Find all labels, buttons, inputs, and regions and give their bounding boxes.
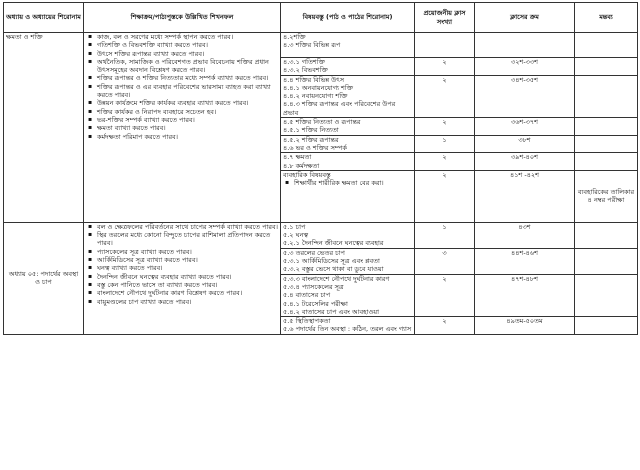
remark-cell (575, 135, 638, 153)
content-line: ৪.৪.২ নবায়নযোগ্য শক্তি (283, 92, 348, 101)
classes-cell: ২ (415, 274, 475, 316)
remark-cell (575, 274, 638, 316)
remark-cell: ব্যবহারিকের তালিকার ৪ নম্বর পরীক্ষা (575, 170, 638, 222)
list-item: ▪ কর্মদক্ষতা পরিমাপ করতে পারব। (86, 133, 278, 141)
content-line: ৫.৩.১ আর্কিমিডিসের সূত্র এবং প্লবতা (283, 257, 380, 266)
remark-cell (575, 248, 638, 274)
header-classes-needed: প্রয়োজনীয় ক্লাস সংখ্যা (415, 3, 475, 33)
content-line: ৪.৪.৩ শক্তির রূপান্তর এবং পরিবেশের উপর প্রভাব (283, 100, 396, 117)
list-item: ▪ শক্তির রূপান্তর ও এর ব্যবহার পরিবেশের ভারসাম্য ব্যাহত করা ব্যাখ্যা করতে পারব। (86, 83, 278, 100)
content-line: ৪.৩.১ গতিশক্তি (283, 58, 325, 66)
classes-cell: ২ (415, 58, 475, 76)
classes-cell: ২ (415, 118, 475, 136)
order-cell: ৪৯তম-৫০তম (475, 317, 575, 335)
content-line: ৪.৫.২ শক্তির রূপান্তর (283, 135, 339, 144)
list-item: ▪ শক্তির কার্যকর ও নিরাপদ ব্যবহারে সচেতন হব। (86, 108, 278, 116)
list-item: ▪ অর্থনৈতিক, সামাজিক ও পরিবেশগত প্রভাব বিবেচনায় শক্তির প্রধান উৎসসমূহের অবদান বিশ্লেষণ করতে পারব। (86, 58, 278, 75)
list-item: ▪ বস্তু কেন পানিতে ভাসে তা ব্যাখ্যা করতে পারব। (86, 281, 278, 289)
list-item: ▪ দৈনন্দিন জীবনে ঘনত্বের ব্যবহার ব্যাখ্যা করতে পারব। (86, 273, 278, 281)
content-cell (281, 58, 415, 76)
content-line: ৪.২শক্তি (283, 33, 306, 41)
content-cell (281, 33, 415, 58)
outcomes-list (86, 33, 278, 141)
content-cell (281, 135, 415, 153)
content-line: ব্যবহারিক বিষয়বস্তু (283, 170, 331, 179)
content-cell (281, 170, 415, 222)
remark-cell (575, 58, 638, 76)
content-line: ৫.৫ স্থিতিস্থাপকতা (283, 317, 331, 326)
header-class-order: ক্লাসের ক্রম (475, 3, 575, 33)
remark-cell (575, 75, 638, 117)
header-outcomes: শিক্ষাক্রম/পাঠ্যপুস্তকে উল্লিখিত শিখনফল (84, 3, 281, 33)
header-remarks: মন্তব্য (575, 3, 638, 33)
content-cell (281, 153, 415, 171)
list-item: ▪ স্থির তরলের মধ্যে কোনো বিন্দুতে চাপের রাশিমালা প্রতিপাদন করতে পারব। (86, 231, 278, 248)
content-cell (281, 317, 415, 335)
order-cell: ৪৭শ-৪৮শ (475, 274, 575, 316)
classes-cell: ২ (415, 153, 475, 171)
order-cell: ৩৮শ (475, 135, 575, 153)
classes-cell: ১ (415, 135, 475, 153)
content-line: ৫.৬ পদার্থের তিন অবস্থা : কঠিন, তরল এবং গ্যাস (283, 325, 412, 334)
order-cell: ৩৬শ-৩৭শ (475, 118, 575, 136)
list-item: ▪ উৎসে শক্তির রূপান্তর ব্যাখ্যা করতে পারব। (86, 50, 278, 58)
list-item: ▪ ভর-শক্তির সম্পর্ক ব্যাখ্যা করতে পারব। (86, 116, 278, 124)
list-item: ▪ উন্নয়ন কার্যক্রমে শক্তির কার্যকর ব্যবহার ব্যাখ্যা করতে পারব। (86, 99, 278, 107)
content-line: ৫.৪.২ বাতাসের চাপ এবং আবহাওয়া (283, 307, 379, 316)
lesson-plan-table (3, 2, 638, 335)
remark-cell (575, 153, 638, 171)
classes-cell: ৩ (415, 248, 475, 274)
content-line: ৫.৩.৩ বাংলাদেশে নৌপথে দুর্ঘটনার কারণ (283, 274, 390, 283)
remark-cell (575, 222, 638, 248)
outcomes-cell (84, 33, 281, 223)
content-cell (281, 222, 415, 248)
content-line: ৪.৩.২ বিভবশক্তি (283, 66, 328, 75)
content-line: ৪.৮ কর্মদক্ষতা (283, 161, 320, 170)
order-cell (475, 33, 575, 58)
header-chapter: অধ্যায় ও অধ্যায়ের শিরোনাম (4, 3, 84, 33)
content-line: ৫.২.১ দৈনন্দিন জীবনে ঘনত্বের ব্যবহার (283, 239, 384, 248)
table-row (4, 222, 638, 248)
content-line: ৪.৪ শক্তির বিভিন্ন উৎস (283, 75, 345, 84)
content-line: ৫.৩.২ বস্তুর ভেসে থাকা বা ডুবে যাওয়া (283, 265, 384, 274)
content-line: ৪.৬ ভর ও শক্তির সম্পর্ক (283, 143, 347, 152)
classes-cell: ১ (415, 222, 475, 248)
classes-cell: ২ (415, 75, 475, 117)
content-line: ৪.৫.১ শক্তির নিত্যতা (283, 126, 339, 135)
content-line: ৪.৪.১ অনবায়নযোগ্য শক্তি (283, 83, 354, 92)
list-item: ▪ কাজ, বল ও সরণের মধ্যে সম্পর্ক স্থাপন করতে পারব। (86, 33, 278, 41)
order-cell: ৩২শ-৩৩শ (475, 58, 575, 76)
content-line: ৫.২ ঘনত্ব (283, 231, 309, 240)
content-line: ৫.৩.৪ প্যাসকেলের সূত্র (283, 282, 344, 291)
content-line: ৪.৫ শক্তির নিত্যতা ও রূপান্তর (283, 118, 361, 127)
remark-cell (575, 317, 638, 335)
header-content: বিষয়বস্তু (পাঠ ও পাঠের শিরোনাম) (281, 3, 415, 33)
header-row (4, 3, 638, 33)
remark-cell (575, 33, 638, 58)
order-cell: ৩৪শ-৩৫শ (475, 75, 575, 117)
table-row (4, 33, 638, 58)
content-cell (281, 248, 415, 274)
order-cell: ৩৯শ-৪০শ (475, 153, 575, 171)
content-cell (281, 118, 415, 136)
classes-cell: ২ (415, 170, 475, 222)
classes-cell: ২ (415, 317, 475, 335)
outcomes-list (86, 223, 278, 306)
list-item: ▪ প্যাসকেলের সূত্র ব্যাখ্যা করতে পারব। (86, 248, 278, 256)
remark-cell (575, 118, 638, 136)
content-line: ৫.৪ বাতাসের চাপ (283, 291, 331, 300)
practical-list (283, 179, 412, 187)
list-item: ▪ গতিশক্তি ও বিভবশক্তি ব্যাখ্যা করতে পারব। (86, 41, 278, 49)
list-item: ▪ ক্ষমতা ব্যাখ্যা করতে পারব। (86, 124, 278, 132)
content-line: ৫.৩ তরলের ভেতর চাপ (283, 248, 345, 257)
list-item: ▪ বায়ুমণ্ডলের চাপ ব্যাখ্যা করতে পারব। (86, 298, 278, 306)
chapter-cell: ক্ষমতা ও শক্তি (4, 33, 84, 223)
list-item: ▪ আর্কিমিডিসের সূত্র ব্যাখ্যা করতে পারব। (86, 256, 278, 264)
order-cell: ৪১শ -৪২শ (475, 170, 575, 222)
content-cell (281, 274, 415, 316)
list-item: ▪ শক্তির রূপান্তর ও শক্তির নিত্যতার মধ্যে সম্পর্ক ব্যাখ্যা করতে পারব। (86, 74, 278, 82)
list-item: ▪ ঘনত্ব ব্যাখ্যা করতে পারব। (86, 264, 278, 272)
list-item: ▪ বল ও ক্ষেত্রফলের পরিবর্তনের সাথে চাপের সম্পর্ক ব্যাখ্যা করতে পারব। (86, 223, 278, 231)
order-cell: ৪৩শ (475, 222, 575, 248)
content-line: ৫.৪.১ টরেসেলির পরীক্ষা (283, 299, 348, 308)
content-line: ৫.১ চাপ (283, 222, 306, 231)
classes-cell (415, 33, 475, 58)
list-item: ▪ বাংলাদেশে নৌপথে দুর্ঘটনার কারণ বিশ্লেষণ করতে পারব। (86, 289, 278, 297)
order-cell: ৪৪শ-৪৬শ (475, 248, 575, 274)
list-item: ▪ শিক্ষার্থীর শারীরিক ক্ষমতা বের করা। (283, 179, 412, 187)
content-cell (281, 75, 415, 117)
chapter-cell: অধ্যায় ০৫: পদার্থের অবস্থা ও চাপ (4, 222, 84, 334)
content-line: ৪.৩ শক্তির বিভিন্ন রূপ (283, 41, 341, 50)
content-line: ৪.৭ ক্ষমতা (283, 153, 312, 162)
outcomes-cell (84, 222, 281, 334)
